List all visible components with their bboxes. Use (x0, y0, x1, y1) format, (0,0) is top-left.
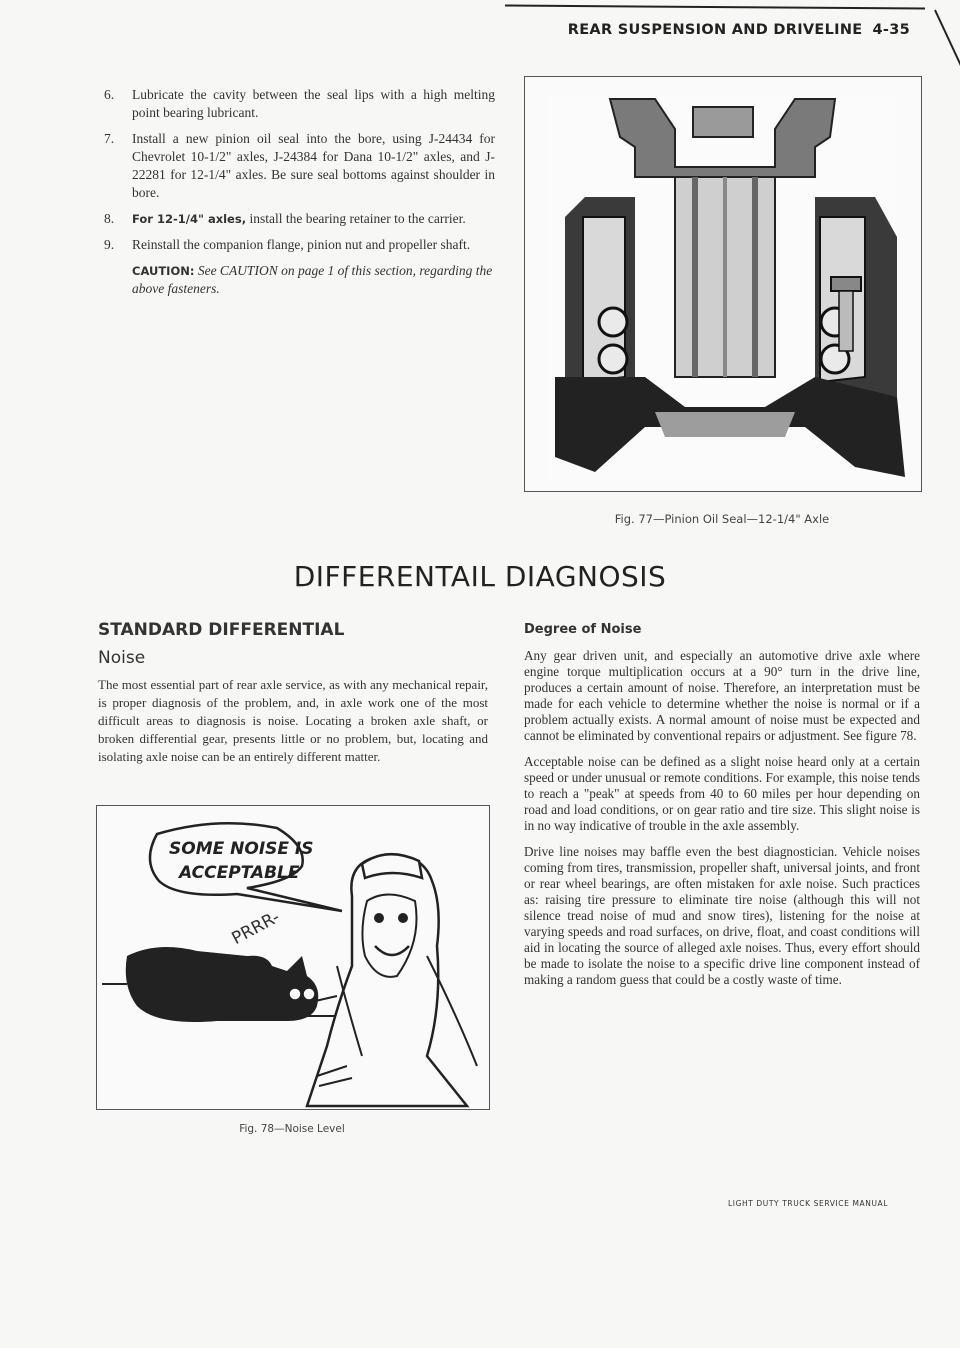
step-6 (100, 86, 495, 122)
step-7 (100, 130, 495, 202)
step-text: install the bearing retainer to the carrier. (246, 211, 466, 226)
purr-text: PRRR- (228, 907, 284, 949)
figure-78-caption: Fig. 78—Noise Level (239, 1123, 345, 1135)
caution-label: CAUTION: (132, 264, 195, 278)
install-steps (100, 86, 495, 298)
step-number: 9. (104, 237, 115, 252)
step-number: 7. (104, 131, 115, 146)
degree-paragraph-1: Any gear driven unit, and especially an automotive drive axle where engine torque multiplication occurs at a 90° turn in the drive line, produces a certain amount of noise. Therefore, an interpretation must be made for each vehicle to determine whether the noise is normal or if a problem actually exists. A normal amount of noise must be expected and cannot be eliminated by conventional repairs or adjustment. See figure 78. (524, 648, 920, 743)
figure-77-box (524, 76, 922, 492)
step-text: Reinstall the companion flange, pinion nut and propeller shaft. (132, 237, 471, 252)
header-title: REAR SUSPENSION AND DRIVELINE (567, 22, 863, 38)
degree-paragraph-3: Drive line noises may baffle even the best diagnostician. Vehicle noises coming from tires, transmission, propeller shaft, universal joints, and front or rear wheel bearings, are often mistaken for axle noise. Such practices as: raising tire pressure to eliminate tire noise (although this will not silence tread noise of mud and snow tires), listening for the noise at varying speeds and road surfaces, on drive, float, and coast conditions will aid in locating the source of alleged axle noises. Thus, every effort should be made to isolate the noise to a specific drive line component instead of making a random guess that could be a costly waste of time. (524, 844, 920, 987)
step-text: Install a new pinion oil seal into the bore, using J-24434 for Chevrolet 10-1/2" axles, J-24384 for Dana 10-1/2" axles, and J-22281 for 12-1/4" axles. Be sure seal bottoms against shoulder in bore. (132, 131, 495, 200)
section-title: DIFFERENTAIL DIAGNOSIS (293, 560, 667, 593)
step-8 (100, 210, 495, 228)
figure-77-caption: Fig. 77—Pinion Oil Seal—12-1/4" Axle (614, 512, 830, 526)
degree-of-noise-heading: Degree of Noise (524, 622, 642, 637)
bubble-line-2: ACCEPTABLE (179, 863, 300, 883)
standard-differential-heading: STANDARD DIFFERENTIAL (98, 620, 345, 640)
figure-78-box (96, 805, 490, 1110)
degree-of-noise-body (524, 648, 920, 998)
right-edge-line (934, 10, 960, 83)
step-9 (100, 236, 495, 254)
step-number: 8. (104, 211, 115, 226)
page-number: 4-35 (872, 22, 910, 38)
page-header (530, 22, 910, 38)
noise-level-cartoon (97, 806, 489, 1109)
mechanic-illustration (307, 855, 467, 1106)
caution-text: See CAUTION on page 1 of this section, regarding the above fasteners. (132, 263, 493, 296)
cat-illustration (126, 947, 319, 1022)
bubble-line-1: SOME NOISE IS (169, 839, 314, 859)
step-number: 6. (104, 87, 115, 102)
top-edge-line (505, 5, 925, 10)
page-footer: LIGHT DUTY TRUCK SERVICE MANUAL (728, 1199, 889, 1208)
caution-note (100, 262, 495, 298)
noise-paragraph: The most essential part of rear axle service, as with any mechanical repair, is proper diagnosis of the problem, and, in axle work one of the most difficult areas to diagnosis is noise. Locating a broken axle shaft, or broken differential gear, presents little or no problem, but, locating and isolating axle noise can be an entirely different matter. (98, 677, 488, 764)
step-text: Lubricate the cavity between the seal lips with a high melting point bearing lubricant. (132, 87, 495, 120)
noise-heading: Noise (98, 648, 146, 668)
step-lead: For 12-1/4" axles, (132, 212, 247, 226)
degree-paragraph-2: Acceptable noise can be defined as a slight noise heard only at a certain speed or under unusual or remote conditions. For example, this noise tends to reach a "peak" at speeds from 40 to 60 miles per hour depending on road and load conditions, or on gear ratio and tire size. This slight noise is in no way indicative of trouble in the axle assembly. (524, 754, 920, 833)
pinion-seal-illustration (525, 77, 921, 491)
